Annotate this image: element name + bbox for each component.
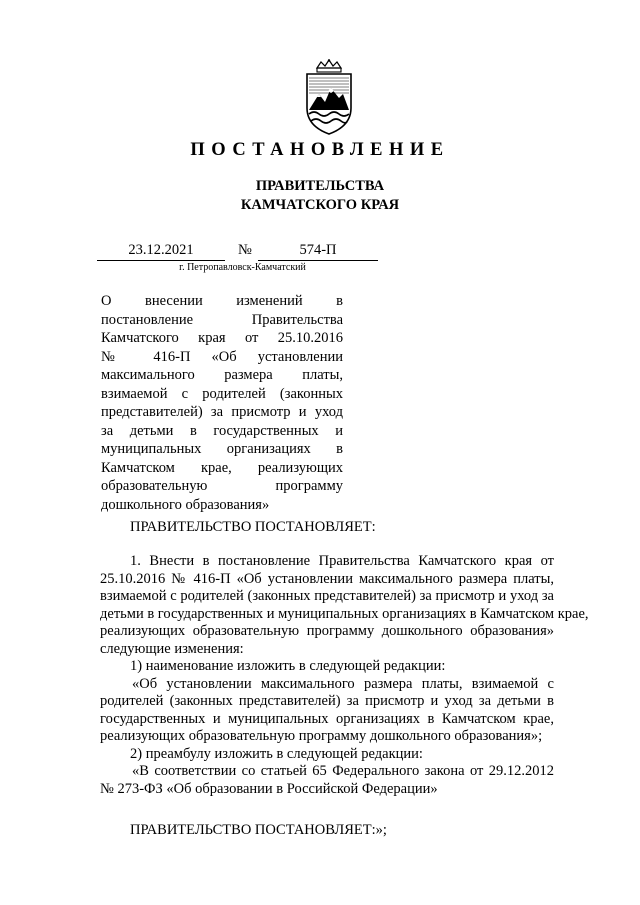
body-line: «Об установлении максимального размера платы, взимаемой с: [132, 675, 554, 692]
subject-line: представителей) за присмотр и уход: [101, 404, 343, 420]
subject-line: постановление Правительства: [101, 311, 343, 328]
registration-number: 574-П: [258, 242, 378, 261]
body-line: реализующих образовательную программу дошкольного образования»;: [100, 728, 543, 744]
body-line: детьми в государственных и муниципальных организациях в Камчатском крае,: [100, 605, 589, 622]
subject-line: Камчатского края от 25.10.2016: [101, 330, 343, 346]
body-line: родителей (законных представителей) за присмотр и уход за детьми в: [100, 693, 554, 709]
subject-line: дошкольного образования»: [101, 496, 270, 513]
kamchatka-coat-of-arms-icon: [297, 58, 361, 138]
subject-line: № 416-П «Об установлении: [101, 348, 343, 365]
decree-heading-quoted: ПРАВИТЕЛЬСТВО ПОСТАНОВЛЯЕТ:»;: [130, 822, 387, 838]
body-line: реализующих образовательную программу дошкольного образования»: [100, 623, 554, 639]
body-line: № 273-ФЗ «Об образовании в Российской Федерации»: [100, 780, 438, 797]
document-type-title: ПОСТАНОВЛЕНИЕ: [190, 140, 450, 160]
city-of-issue: г. Петропавловск-Камчатский: [179, 262, 306, 273]
subject-line: муниципальных организациях в: [101, 441, 343, 457]
decree-heading: ПРАВИТЕЛЬСТВО ПОСТАНОВЛЯЕТ:: [130, 519, 376, 535]
subject-line: за детьми в государственных и: [101, 422, 343, 439]
issuer-name: [0, 177, 640, 215]
subject-line: Камчатском крае, реализующих: [101, 459, 343, 476]
registration-date: 23.12.2021: [97, 242, 225, 261]
body-line: 2) преамбулу изложить в следующей редакции:: [130, 745, 423, 762]
body-line: 25.10.2016 № 416-П «Об установлении максимального размера платы,: [100, 570, 554, 587]
subject-line: образовательную программу: [101, 478, 343, 494]
issuer-line-1: ПРАВИТЕЛЬСТВА: [255, 178, 385, 194]
body-line: 1. Внести в постановление Правительства Камчатского края от: [130, 553, 554, 569]
registration-number-sign: №: [238, 242, 252, 258]
issuer-line-2: КАМЧАТСКОГО КРАЯ: [240, 197, 400, 213]
subject-line: О внесении изменений в: [101, 293, 343, 309]
body-line: государственных и муниципальных организациях в Камчатском крае,: [100, 710, 554, 727]
body-line: следующие изменения:: [100, 640, 244, 657]
document-body: [100, 553, 589, 798]
body-line: 1) наименование изложить в следующей редакции:: [130, 658, 446, 674]
body-line: взимаемой с родителей (законных представителей) за присмотр и уход за: [100, 588, 554, 604]
subject-line: максимального размера платы,: [101, 367, 343, 383]
subject-line: взимаемой с родителей (законных: [101, 385, 343, 402]
body-line: «В соответствии со статьей 65 Федерального закона от 29.12.2012: [132, 763, 554, 779]
document-subject: [101, 292, 343, 514]
